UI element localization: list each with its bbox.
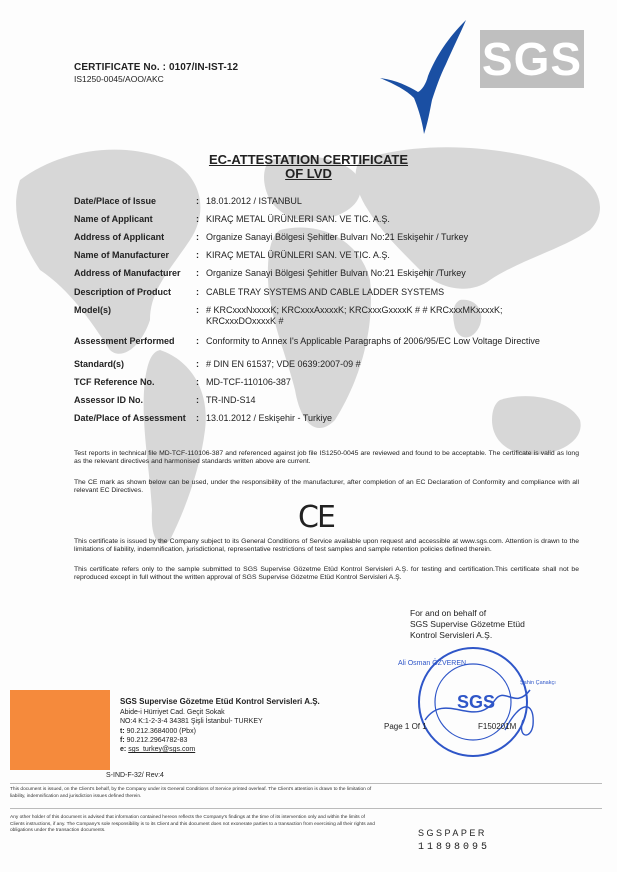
field-value: CABLE TRAY SYSTEMS AND CABLE LADDER SYSTEMS: [206, 287, 445, 297]
field-label: Description of Product: [74, 287, 172, 297]
sgs-orange-block: [10, 690, 110, 770]
field-row-applicant-name: Name of Applicant : KIRAÇ METAL ÜRÜNLERI SAN. VE TIC. A.Ş.: [74, 214, 574, 225]
field-label: Assessor ID No.: [74, 395, 144, 405]
field-value: KIRAÇ METAL ÜRÜNLERI SAN. VE TIC. A.Ş.: [206, 250, 390, 260]
field-value: Conformity to Annex I's Applicable Paragraphs of 2006/95/EC Low Voltage Directive: [206, 336, 540, 346]
field-row-product: Description of Product : CABLE TRAY SYSTEMS AND CABLE LADDER SYSTEMS: [74, 287, 574, 298]
company-city: NO:4 K:1-2-3-4 34381 Şişli İstanbul- TURKEY: [120, 718, 263, 725]
field-label: Name of Applicant: [74, 214, 153, 224]
field-label: Name of Manufacturer: [74, 250, 170, 260]
certificate-number: CERTIFICATE No. : 0107/IN-IST-12: [74, 62, 239, 73]
behalf-company-line: SGS Supervise Gözetme Etüd: [410, 619, 525, 629]
footer-divider: [10, 783, 602, 784]
field-row-manufacturer-address: Address of Manufacturer : Organize Sanayi Bölgesi Şehitler Bulvarı No:21 Eskişehir /Turkey: [74, 268, 574, 279]
behalf-company-line: Kontrol Servisleri A.Ş.: [410, 630, 493, 640]
field-label: Standard(s): [74, 359, 125, 369]
company-email: e: sgs_turkey@sgs.com: [120, 746, 196, 753]
field-label: Date/Place of Assessment: [74, 413, 186, 423]
page-number: Page 1 Of 1: [384, 722, 427, 731]
paragraph-ce-mark: The CE mark as shown below can be used, under the responsibility of the manufacturer, after completion of an EC Declaration of Conformity and compliance with all relevant EC Directives.: [74, 479, 579, 495]
field-label: Model(s): [74, 305, 111, 315]
official-stamp: [405, 630, 545, 770]
form-code: F150201M: [478, 722, 517, 731]
svg-text:SGS: SGS: [457, 692, 496, 712]
footer-notice: This document is issued, on the Client's behalf, by the Company under its General Conditions of Service printed overleaf. The Client's attention is drawn to the limitation of liability, indemnification and jurisdiction issues defined therein.: [10, 787, 372, 799]
sgs-logo: SGS: [480, 30, 584, 88]
field-row-date-issue: Date/Place of Issue : 18.01.2012 / ISTANBUL: [74, 196, 574, 207]
field-value: # DIN EN 61537; VDE 0639:2007-09 #: [206, 359, 361, 369]
field-label: Address of Applicant: [74, 232, 165, 242]
company-name: SGS Supervise Gözetme Etüd Kontrol Servisleri A.Ş.: [120, 697, 320, 706]
bird-logo-icon: [378, 18, 468, 136]
field-value: TR-IND-S14: [206, 395, 256, 405]
field-row-standards: Standard(s) : # DIN EN 61537; VDE 0639:2007-09 #: [74, 359, 574, 370]
signatory-name: Ali Osman ÖZVEREN: [398, 660, 467, 667]
field-label: Address of Manufacturer: [74, 268, 181, 278]
field-row-manufacturer-name: Name of Manufacturer : KIRAÇ METAL ÜRÜNLERI SAN. VE TIC. A.Ş.: [74, 250, 574, 261]
field-value: MD-TCF-110106-387: [206, 377, 291, 387]
field-row-assessment: Assessment Performed : Conformity to Annex I's Applicable Paragraphs of 2006/95/EC Low Voltage Directive: [74, 336, 544, 347]
footer-disclaimer: Any other holder of this document is advised that information contained hereon reflects the Company's findings at the time of its intervention only and within the limits of Clients instructions, if any. The Company's sole responsibility is to its Client and this document does not exonerate parties to a transaction from exercising all their rights and obligations under the transaction documents.: [10, 815, 375, 833]
paragraph-sample-scope: This certificate refers only to the sample submitted to SGS Supervise Gözetme Etüd Kontrol Servisleri A.Ş. for testing and certification.This certificate shall not be reproduced except in full without the written approval of SGS Supervise Gözetme Etüd Kontrol Servisleri A.Ş.: [74, 566, 579, 582]
company-telephone: t: 90.212.3684000 (Pbx): [120, 728, 196, 735]
field-row-date-assessment: Date/Place of Assessment : 13.01.2012 / Eskişehir - Turkiye: [74, 413, 574, 424]
field-value: 18.01.2012 / ISTANBUL: [206, 196, 302, 206]
footer-divider: [10, 808, 602, 809]
field-row-models: Model(s) : # KRCxxxNxxxxK; KRCxxxAxxxxK; KRCxxxGxxxxK # # KRCxxxMKxxxxK; KRCxxxDOxxxxK #: [74, 305, 554, 327]
field-value: Organize Sanayi Bölgesi Şehitler Bulvarı No:21 Eskişehir / Turkey: [206, 232, 469, 242]
form-revision: S-IND-F-32/ Rev:4: [106, 772, 164, 779]
company-fax: f: 90.212.2964782-83: [120, 737, 188, 744]
company-street: Abide-i Hürriyet Cad. Geçit Sokak: [120, 709, 225, 716]
sgspaper-label: SGSPAPER: [418, 828, 487, 838]
field-value: 13.01.2012 / Eskişehir - Turkiye: [206, 413, 333, 423]
paragraph-general-conditions: This certificate is issued by the Company subject to its General Conditions of Service available upon request and accessible at www.sgs.com. Attention is drawn to the limitations of liability, indemnification, jurisdictional, representative restrictions of test samples and sample retention policies defined therein.: [74, 538, 579, 554]
field-label: Date/Place of Issue: [74, 196, 157, 206]
paragraph-test-reports: Test reports in technical file MD-TCF-110106-387 and referenced against job file IS1250-0045 are reviewed and found to be acceptable. The certificate is valid as long as the relevant directives and harmonised standards written above are current.: [74, 450, 579, 466]
field-label: TCF Reference No.: [74, 377, 155, 387]
field-row-tcf: TCF Reference No. : MD-TCF-110106-387: [74, 377, 574, 388]
field-value: Organize Sanayi Bölgesi Şehitler Bulvarı No:21 Eskişehir /Turkey: [206, 268, 466, 278]
serial-number: 11898095: [418, 842, 491, 853]
ce-mark: CE: [298, 500, 334, 535]
signatory-name: Şahin Çanakçı: [520, 680, 556, 686]
certificate-subtitle: OF LVD: [285, 166, 332, 181]
field-row-applicant-address: Address of Applicant : Organize Sanayi Bölgesi Şehitler Bulvarı No:21 Eskişehir / Turkey: [74, 232, 574, 243]
field-label: Assessment Performed: [74, 336, 175, 346]
certificate-title: EC-ATTESTATION CERTIFICATE: [208, 152, 409, 167]
field-value: # KRCxxxNxxxxK; KRCxxxAxxxxK; KRCxxxGxxxxK # # KRCxxxMKxxxxK; KRCxxxDOxxxxK #: [206, 305, 503, 326]
field-value: KIRAÇ METAL ÜRÜNLERI SAN. VE TIC. A.Ş.: [206, 214, 390, 224]
behalf-line: For and on behalf of: [410, 608, 487, 618]
certificate-reference: IS1250-0045/AOO/AKC: [74, 74, 164, 84]
field-row-assessor: Assessor ID No. : TR-IND-S14: [74, 395, 574, 406]
